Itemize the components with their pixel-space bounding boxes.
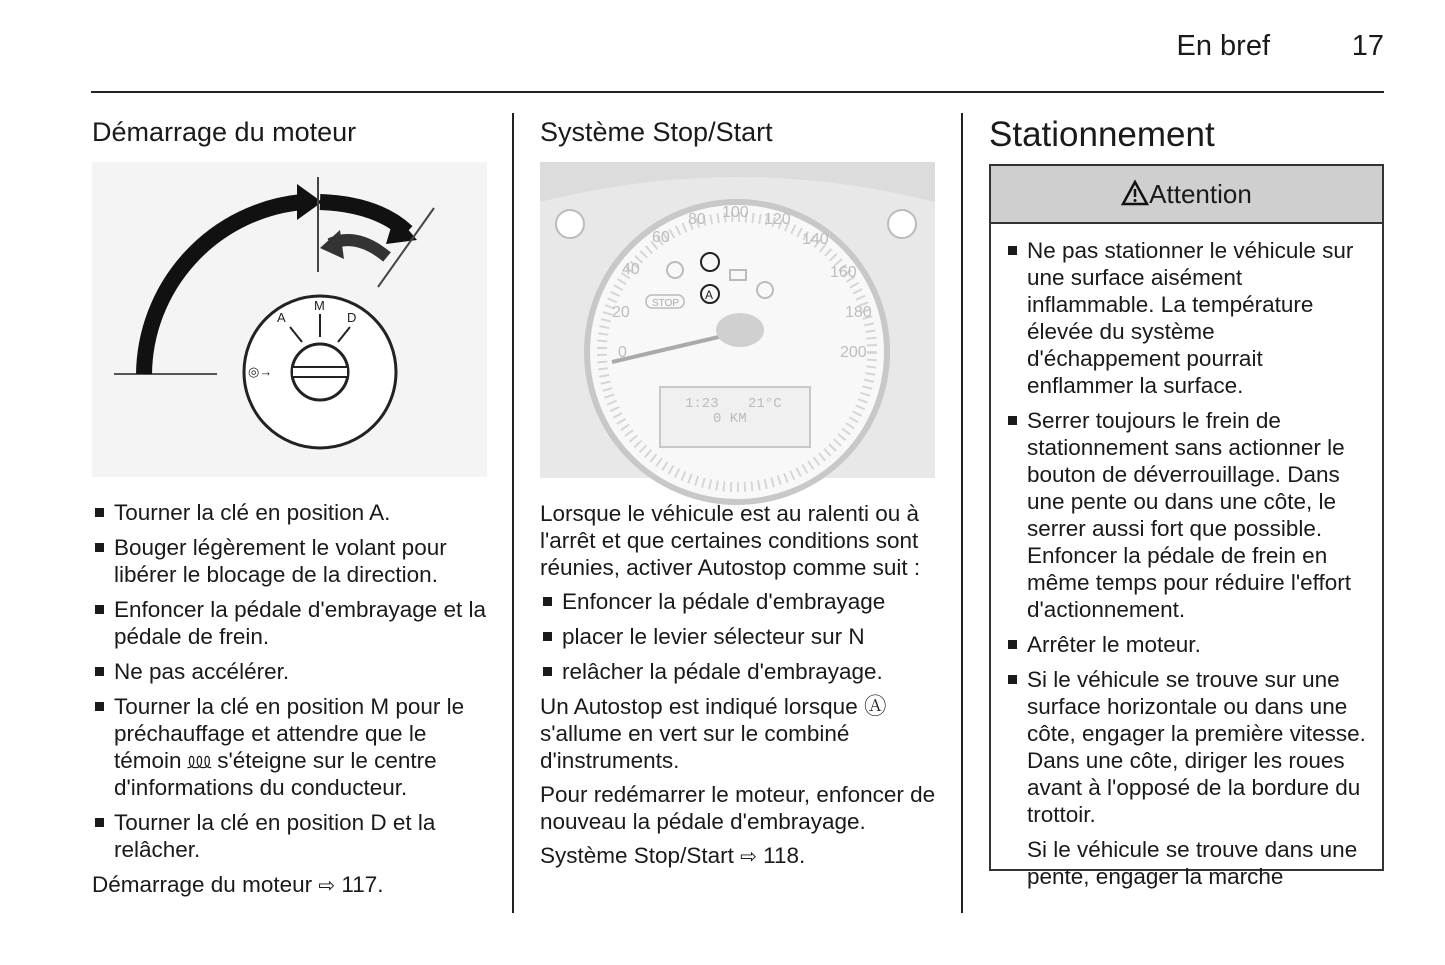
- column-stop-start: [540, 114, 940, 878]
- column-divider-1: [512, 113, 514, 913]
- right-turn-signal-icon: [888, 210, 916, 238]
- speed-label: 60: [652, 229, 670, 246]
- list-item: Ne pas stationner le véhicule sur une surface aisément inflammable. La température élevée du système d'échappement pourrait enflammer la surface.: [1005, 237, 1368, 399]
- speed-label: 140: [802, 231, 829, 248]
- warning-box: [989, 164, 1384, 889]
- restart-instruction: Pour redémarrer le moteur, enfoncer de nouveau la pédale d'embrayage.: [540, 782, 936, 834]
- list-item: Ne pas accélérer.: [92, 658, 492, 685]
- stop-lamp-label: STOP: [652, 298, 680, 309]
- list-item: Tourner la clé en position D et la relâcher.: [92, 809, 492, 863]
- page-header: [92, 30, 1384, 66]
- speed-label: 160: [830, 264, 857, 281]
- needle-hub: [716, 313, 764, 347]
- engine-start-title: Démarrage du moteur: [92, 117, 357, 147]
- column-divider-2: [961, 113, 963, 913]
- list-item: Bouger légèrement le volant pour libérer le blocage de la direction.: [92, 534, 492, 588]
- autostop-indication: Un Autostop est indiqué lorsque Ⓐ s'allume en vert sur le combiné d'instruments.: [540, 694, 887, 773]
- header-rule: [91, 91, 1384, 93]
- autostop-steps: [540, 588, 940, 685]
- column-parking: [989, 114, 1384, 889]
- list-item: Tourner la clé en position M pour le préchauffage et attendre que le témoin ⅏ s'éteigne sur le centre d'informations du conducteur.: [92, 693, 492, 801]
- list-item: Tourner la clé en position A.: [92, 499, 492, 526]
- column-engine-start: [92, 114, 492, 907]
- list-item: Serrer toujours le frein de stationnement sans actionner le bouton de déverrouillage. Dans une pente ou dans une côte, le serrer aussi fort que possible. Enfoncer la pédale de frein en même temps pour réduire l'effort d'actionnement.: [1005, 407, 1368, 623]
- page-ref-arrow-icon: ⇨: [740, 846, 757, 868]
- speed-label: 200: [840, 344, 867, 361]
- key-slot: [292, 367, 348, 377]
- list-item: relâcher la pédale d'embrayage.: [540, 658, 940, 685]
- stop-start-intro: Lorsque le véhicule est au ralenti ou à l'arrêt et que certaines conditions sont réunies, activer Autostop comme suit :: [540, 501, 921, 580]
- display-time: 1:23: [685, 396, 719, 412]
- section-title: En bref: [1176, 30, 1270, 62]
- list-item: Si le véhicule se trouve sur une surface horizontale ou dans une côte, engager la première vitesse. Dans une côte, diriger les roues avant à l'opposé de la bordure du trottoir.: [1005, 666, 1368, 828]
- page-number: 17: [1351, 30, 1384, 62]
- warning-title: Attention: [1149, 179, 1252, 209]
- stop-start-title: Système Stop/Start: [540, 117, 773, 147]
- position-label-m: M: [314, 298, 325, 313]
- speed-label: 0: [618, 344, 627, 361]
- speed-label: 180: [845, 304, 872, 321]
- speed-label: 80: [688, 211, 706, 228]
- list-item: placer le levier sélecteur sur N: [540, 623, 940, 650]
- warning-body: [991, 224, 1382, 890]
- warning-header: [991, 164, 1382, 224]
- display-odometer: 0 KM: [713, 411, 747, 427]
- list-item: Enfoncer la pédale d'embrayage et la pédale de frein.: [92, 596, 492, 650]
- speed-label: 40: [622, 261, 640, 278]
- position-label-lock: ◎→: [248, 364, 273, 379]
- position-label-d: D: [347, 310, 357, 325]
- autostop-icon-letter: A: [705, 288, 714, 302]
- speed-label: 20: [612, 304, 630, 321]
- display-temperature: 21°C: [748, 396, 782, 412]
- parking-continuation: Si le véhicule se trouve dans une pente, engager la marche: [1027, 837, 1358, 889]
- list-item: Enfoncer la pédale d'embrayage: [540, 588, 940, 615]
- speed-label: 120: [764, 211, 791, 228]
- page-ref-arrow-icon: ⇨: [318, 875, 336, 897]
- parking-title: Stationnement: [989, 115, 1215, 154]
- ignition-key-figure: [92, 162, 487, 477]
- instrument-cluster-figure: [540, 162, 935, 478]
- parking-steps: [1005, 237, 1368, 828]
- position-label-a: A: [277, 310, 286, 325]
- stop-start-reference: Système Stop/Start ⇨ 118.: [540, 842, 940, 871]
- speed-label: 100: [722, 204, 749, 221]
- left-turn-signal-icon: [556, 210, 584, 238]
- engine-start-reference: Démarrage du moteur ⇨ 117.: [92, 871, 492, 900]
- list-item: Arrêter le moteur.: [1005, 631, 1368, 658]
- warning-triangle-icon: [1121, 180, 1149, 206]
- engine-start-steps: [92, 499, 492, 863]
